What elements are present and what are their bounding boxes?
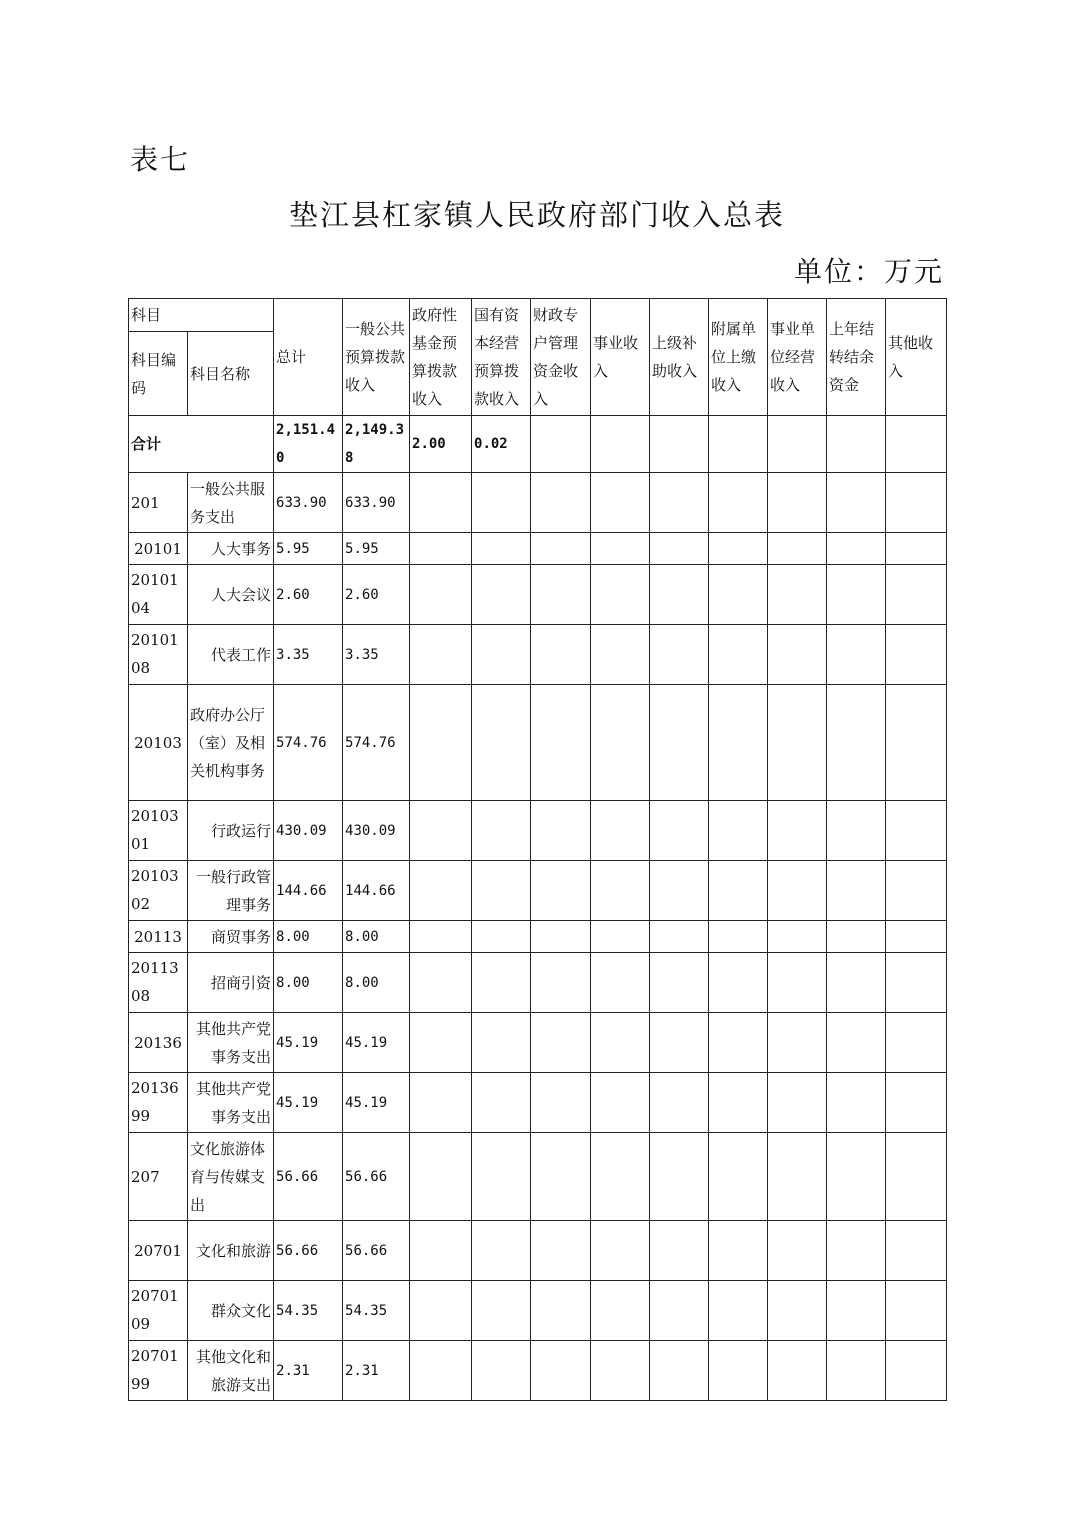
subject-code: 2010301 [129, 801, 188, 861]
empty-cell [650, 801, 709, 861]
empty-cell [472, 1133, 531, 1221]
empty-cell [886, 1341, 947, 1401]
header-row-1 [129, 299, 947, 332]
subject-name: 政府办公厅（室）及相关机构事务 [188, 685, 274, 801]
empty-cell [768, 801, 827, 861]
empty-cell [886, 533, 947, 565]
table-row [129, 625, 947, 685]
empty-cell [531, 565, 591, 625]
empty-cell [886, 1073, 947, 1133]
empty-cell [886, 565, 947, 625]
row-general-budget: 45.19 [343, 1073, 410, 1133]
empty-cell [591, 625, 650, 685]
empty-cell [410, 533, 472, 565]
header-subject: 科目 [129, 299, 274, 332]
empty-cell [709, 685, 768, 801]
table-body [129, 473, 947, 1401]
empty-cell [709, 1073, 768, 1133]
empty-cell [650, 1281, 709, 1341]
empty-cell [650, 625, 709, 685]
empty-cell [591, 685, 650, 801]
subject-name: 人大事务 [188, 533, 274, 565]
row-general-budget: 430.09 [343, 801, 410, 861]
total-label: 合计 [129, 416, 274, 473]
empty-cell [827, 921, 886, 953]
empty-cell [827, 1221, 886, 1281]
empty-cell [591, 473, 650, 533]
income-summary-table [128, 298, 947, 1401]
row-general-budget: 56.66 [343, 1133, 410, 1221]
empty-cell [472, 625, 531, 685]
empty-cell [531, 1221, 591, 1281]
empty-cell [410, 921, 472, 953]
empty-cell [591, 1341, 650, 1401]
empty-cell [410, 801, 472, 861]
subject-name: 商贸事务 [188, 921, 274, 953]
table-row [129, 1073, 947, 1133]
subject-name: 招商引资 [188, 953, 274, 1013]
empty-cell [472, 565, 531, 625]
empty-cell [768, 1281, 827, 1341]
empty-cell [827, 1133, 886, 1221]
header-operating-income: 事业单位经营收入 [768, 299, 827, 416]
row-total: 8.00 [274, 921, 343, 953]
subject-name: 代表工作 [188, 625, 274, 685]
empty-cell [410, 1221, 472, 1281]
empty-cell [591, 533, 650, 565]
empty-cell [591, 801, 650, 861]
subject-name: 行政运行 [188, 801, 274, 861]
empty-cell [827, 953, 886, 1013]
empty-cell [827, 625, 886, 685]
empty-cell [768, 685, 827, 801]
row-general-budget: 144.66 [343, 861, 410, 921]
empty-cell [768, 565, 827, 625]
empty-cell [827, 1281, 886, 1341]
subject-code: 20113 [129, 921, 188, 953]
empty-cell [886, 685, 947, 801]
empty-cell [531, 685, 591, 801]
empty-cell [886, 921, 947, 953]
row-general-budget: 3.35 [343, 625, 410, 685]
empty-cell [410, 1073, 472, 1133]
empty-cell [472, 1013, 531, 1073]
empty-cell [531, 953, 591, 1013]
empty-cell [768, 1013, 827, 1073]
empty-cell [410, 473, 472, 533]
header-fiscal-special: 财政专户管理资金收入 [531, 299, 591, 416]
empty-cell [709, 1281, 768, 1341]
empty-cell [768, 953, 827, 1013]
empty-cell [472, 861, 531, 921]
row-general-budget: 8.00 [343, 953, 410, 1013]
subject-code: 207 [129, 1133, 188, 1221]
empty-cell [886, 625, 947, 685]
empty-cell [709, 953, 768, 1013]
row-total: 56.66 [274, 1221, 343, 1281]
subject-code: 2010104 [129, 565, 188, 625]
row-general-budget: 2.60 [343, 565, 410, 625]
header-state-capital: 国有资本经营预算拨款收入 [472, 299, 531, 416]
empty-cell [472, 1221, 531, 1281]
row-total: 430.09 [274, 801, 343, 861]
empty-cell [650, 861, 709, 921]
empty-cell [886, 953, 947, 1013]
row-general-budget: 8.00 [343, 921, 410, 953]
empty-cell [472, 1281, 531, 1341]
header-business-income: 事业收入 [591, 299, 650, 416]
empty-cell [768, 625, 827, 685]
subject-name: 其他共产党事务支出 [188, 1073, 274, 1133]
empty-cell [886, 861, 947, 921]
row-total: 45.19 [274, 1073, 343, 1133]
empty-cell [591, 1281, 650, 1341]
table-row [129, 473, 947, 533]
empty-cell [472, 1073, 531, 1133]
subject-name: 其他文化和旅游支出 [188, 1341, 274, 1401]
empty-cell [827, 533, 886, 565]
empty-cell [531, 1341, 591, 1401]
subject-code: 20701 [129, 1221, 188, 1281]
row-total: 2.31 [274, 1341, 343, 1401]
row-general-budget: 56.66 [343, 1221, 410, 1281]
table-row [129, 685, 947, 801]
row-general-budget: 574.76 [343, 685, 410, 801]
table-row [129, 565, 947, 625]
empty-cell [410, 1341, 472, 1401]
table-row [129, 801, 947, 861]
empty-cell [709, 1341, 768, 1401]
empty-cell [709, 533, 768, 565]
empty-cell [472, 953, 531, 1013]
empty-cell [650, 953, 709, 1013]
empty-cell [591, 1013, 650, 1073]
empty-cell [827, 565, 886, 625]
empty-cell [768, 533, 827, 565]
empty-cell [650, 921, 709, 953]
header-name: 科目名称 [188, 332, 274, 416]
row-total: 54.35 [274, 1281, 343, 1341]
empty-cell [650, 473, 709, 533]
empty-cell [531, 1133, 591, 1221]
empty-cell [709, 801, 768, 861]
subject-code: 2013699 [129, 1073, 188, 1133]
empty-cell [410, 1013, 472, 1073]
empty-cell [768, 921, 827, 953]
empty-cell [768, 1073, 827, 1133]
empty-cell [531, 801, 591, 861]
empty-cell [709, 565, 768, 625]
empty-cell [531, 473, 591, 533]
empty-cell [531, 921, 591, 953]
empty-cell [827, 1013, 886, 1073]
empty-cell [531, 1073, 591, 1133]
total-gov-fund: 2.00 [410, 416, 472, 473]
empty-cell [531, 533, 591, 565]
empty-cell [650, 1073, 709, 1133]
subject-code: 201 [129, 473, 188, 533]
empty-cell [709, 921, 768, 953]
empty-cell [827, 685, 886, 801]
header-code: 科目编码 [129, 332, 188, 416]
empty-cell [886, 801, 947, 861]
subject-code: 20101 [129, 533, 188, 565]
empty-cell [531, 861, 591, 921]
empty-cell [886, 1133, 947, 1221]
empty-cell [768, 473, 827, 533]
header-general-budget: 一般公共预算拨款收入 [343, 299, 410, 416]
empty-cell [886, 1221, 947, 1281]
header-carryover: 上年结转结余资金 [827, 299, 886, 416]
row-total: 633.90 [274, 473, 343, 533]
empty-cell [410, 565, 472, 625]
row-total: 3.35 [274, 625, 343, 685]
subject-code: 2070199 [129, 1341, 188, 1401]
empty-cell [886, 1281, 947, 1341]
row-total: 8.00 [274, 953, 343, 1013]
subject-code: 2011308 [129, 953, 188, 1013]
empty-cell [650, 685, 709, 801]
empty-cell [410, 1281, 472, 1341]
row-general-budget: 2.31 [343, 1341, 410, 1401]
header-superior-subsidy: 上级补助收入 [650, 299, 709, 416]
empty-cell [591, 953, 650, 1013]
subject-code: 20136 [129, 1013, 188, 1073]
table-row [129, 1013, 947, 1073]
row-general-budget: 5.95 [343, 533, 410, 565]
table-row [129, 533, 947, 565]
row-general-budget: 54.35 [343, 1281, 410, 1341]
empty-cell [472, 533, 531, 565]
empty-cell [709, 1013, 768, 1073]
empty-cell [531, 1013, 591, 1073]
total-row [129, 416, 947, 473]
empty-cell [650, 1013, 709, 1073]
empty-cell [472, 801, 531, 861]
empty-cell [827, 801, 886, 861]
empty-cell [531, 625, 591, 685]
row-general-budget: 45.19 [343, 1013, 410, 1073]
subject-code: 20103 [129, 685, 188, 801]
table-row [129, 1341, 947, 1401]
subject-name: 其他共产党事务支出 [188, 1013, 274, 1073]
header-affiliated-income: 附属单位上缴收入 [709, 299, 768, 416]
table-row [129, 953, 947, 1013]
row-total: 144.66 [274, 861, 343, 921]
empty-cell [827, 1073, 886, 1133]
row-total: 574.76 [274, 685, 343, 801]
empty-cell [531, 1281, 591, 1341]
empty-cell [827, 861, 886, 921]
empty-cell [410, 625, 472, 685]
row-general-budget: 633.90 [343, 473, 410, 533]
subject-code: 2010108 [129, 625, 188, 685]
empty-cell [591, 921, 650, 953]
table-row [129, 861, 947, 921]
total-sum: 2,151.40 [274, 416, 343, 473]
empty-cell [709, 1133, 768, 1221]
empty-cell [886, 1013, 947, 1073]
empty-cell [472, 473, 531, 533]
row-total: 5.95 [274, 533, 343, 565]
subject-code: 2070109 [129, 1281, 188, 1341]
empty-cell [709, 625, 768, 685]
empty-cell [472, 1341, 531, 1401]
empty-cell [591, 1221, 650, 1281]
subject-name: 群众文化 [188, 1281, 274, 1341]
table-row [129, 1221, 947, 1281]
empty-cell [827, 1341, 886, 1401]
empty-cell [591, 1073, 650, 1133]
document-title: 垫江县杠家镇人民政府部门收入总表 [288, 198, 785, 232]
empty-cell [768, 861, 827, 921]
subject-name: 文化旅游体育与传媒支出 [188, 1133, 274, 1221]
empty-cell [650, 533, 709, 565]
empty-cell [410, 685, 472, 801]
table-number-label: 表七 [130, 143, 191, 176]
header-other-income: 其他收入 [886, 299, 947, 416]
subject-code: 2010302 [129, 861, 188, 921]
table-row [129, 1133, 947, 1221]
empty-cell [768, 1133, 827, 1221]
header-gov-fund: 政府性基金预算拨款收入 [410, 299, 472, 416]
subject-name: 一般公共服务支出 [188, 473, 274, 533]
subject-name: 一般行政管理事务 [188, 861, 274, 921]
empty-cell [650, 1133, 709, 1221]
empty-cell [650, 1341, 709, 1401]
subject-name: 人大会议 [188, 565, 274, 625]
empty-cell [709, 861, 768, 921]
empty-cell [886, 473, 947, 533]
empty-cell [410, 861, 472, 921]
unit-label: 单位：万元 [793, 255, 944, 288]
row-total: 45.19 [274, 1013, 343, 1073]
header-total: 总计 [274, 299, 343, 416]
empty-cell [472, 921, 531, 953]
row-total: 2.60 [274, 565, 343, 625]
row-total: 56.66 [274, 1133, 343, 1221]
empty-cell [410, 1133, 472, 1221]
table-row [129, 1281, 947, 1341]
empty-cell [709, 1221, 768, 1281]
empty-cell [650, 565, 709, 625]
total-state-capital: 0.02 [472, 416, 531, 473]
empty-cell [768, 1341, 827, 1401]
empty-cell [768, 1221, 827, 1281]
empty-cell [827, 473, 886, 533]
empty-cell [650, 1221, 709, 1281]
empty-cell [472, 685, 531, 801]
empty-cell [591, 565, 650, 625]
empty-cell [709, 473, 768, 533]
total-general-budget: 2,149.38 [343, 416, 410, 473]
table-row [129, 921, 947, 953]
empty-cell [410, 953, 472, 1013]
subject-name: 文化和旅游 [188, 1221, 274, 1281]
empty-cell [591, 861, 650, 921]
empty-cell [591, 1133, 650, 1221]
